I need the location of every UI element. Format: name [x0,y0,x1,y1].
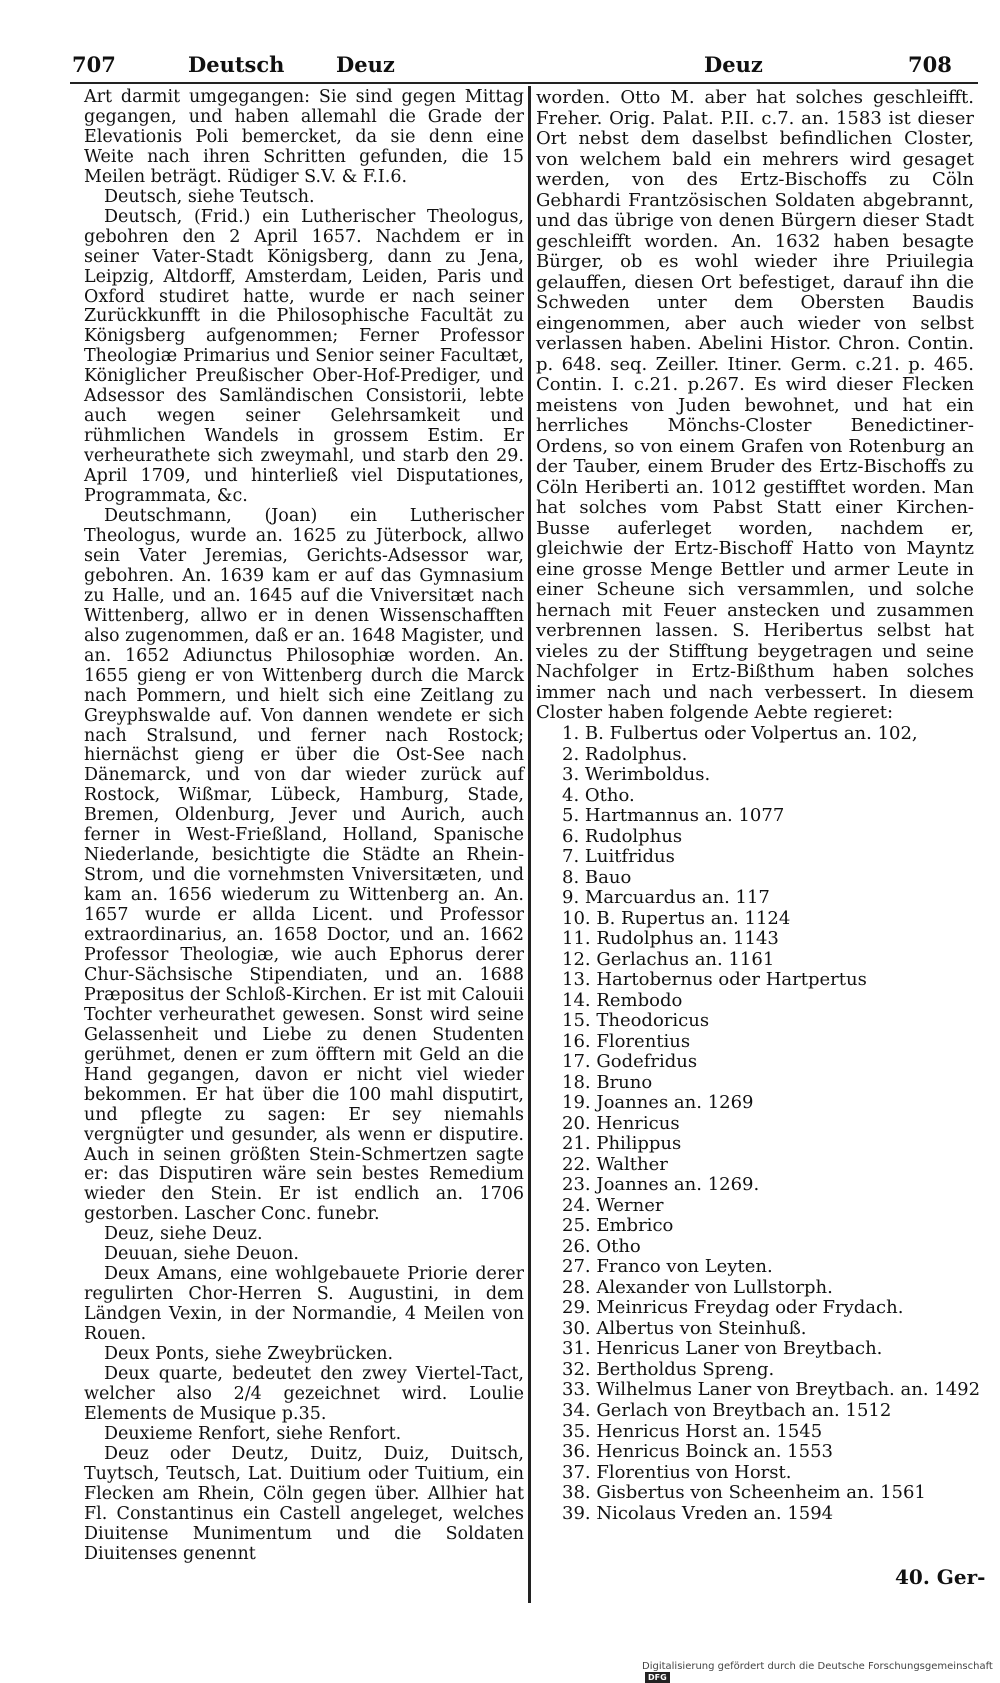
paragraph: Deux quarte, bedeutet den zwey Viertel-Tact, welcher also 2/4 gezeichnet wird. Loulie Elements de Musique p.35. [84,1364,524,1424]
abbot-list-item: 28. Alexander von Lullstorph. [562,1276,833,1298]
abbot-list-item: 17. Godefridus [562,1051,698,1073]
paragraph: Art darmit umgegangen: Sie sind gegen Mittag gegangen, und haben allemahl die Grade der Elevationis Poli bemercket, da sie denn eine Weite nach ihren Schritten gefunden, die 15 Meilen beträgt. Rüdiger S.V. & F.I.6. [84,87,524,187]
abbot-list-item: 8. Bauo [562,866,632,888]
paragraph: worden. Otto M. aber hat solches geschleifft. Freher. Orig. Palat. P.II. c.7. an. 1583 ist dieser Ort nebst dem daselbst befindlichen Closter, von welchem bald ein mehrers wird gesaget werden, von des Ertz-Bischoffs zu Cöln Gebhardi Frantzösischen Soldaten abgebrannt, und das übrige von denen Bürgern dieser Stadt geschleifft worden. An. 1632 haben besagte Bürger, ob es wohl wieder ihre Priuilegia gelauffen, diesen Ort befestiget, darauf ihn die Schweden unter dem Obersten Baudis eingenommen, aber auch wieder von selbst verlassen haben. Abelini Histor. Chron. Contin. p. 648. seq. Zeiller. Itiner. Germ. c.21. p. 465. Contin. I. c.21. p.267. Es wird dieser Flecken meistens von Juden bewohnet, und hat ein herrliches Mönchs-Closter Benedictiner-Ordens, so von einem Grafen von Rotenburg an der Tauber, einem Bruder des Ertz-Bischoffs zu Cöln Heriberti an. 1012 gestifftet worden. Man hat solches vom Pabst Statt einer Kirchen-Busse auferleget worden, nachdem er, gleichwie der Ertz-Bischoff Hatto von Mayntz eine grosse Menge Bettler und armer Leute in einer Scheune sich versammlen, und solche hernach mit Feuer anstecken und zusammen verbrennen lassen. S. Heribertus selbst hat vieles zu der Stifftung beygetragen und seine Nachfolger in Ertz-Bißthum haben solches immer nach und nach verbessert. In diesem Closter haben folgende Aebte regieret: [536,87,974,724]
abbot-list-item: 19. Joannes an. 1269 [562,1092,754,1114]
abbot-list-item: 36. Henricus Boinck an. 1553 [562,1441,833,1463]
abbot-list-item: 4. Otho. [562,784,635,806]
abbot-list-item: 39. Nicolaus Vreden an. 1594 [562,1502,834,1524]
abbot-list-item: 12. Gerlachus an. 1161 [562,948,775,970]
abbot-list-item: 31. Henricus Laner von Breytbach. [562,1338,883,1360]
abbot-list-item: 29. Meinricus Freydag oder Frydach. [562,1297,904,1319]
right-column [536,87,981,1524]
abbot-list-item: 1. B. Fulbertus oder Volpertus an. 102, [562,722,918,744]
paragraph: Deuuan, siehe Deuon. [104,1244,299,1265]
abbot-list-item: 25. Embrico [562,1215,674,1237]
abbot-list-item: 22. Walther [562,1153,668,1175]
abbot-list-item: 14. Rembodo [562,989,683,1011]
footer-credit [642,1661,1000,1683]
abbot-list-item: 5. Hartmannus an. 1077 [562,805,785,827]
abbot-list [536,722,981,1524]
abbot-list-item: 38. Gisbertus von Scheenheim an. 1561 [562,1482,926,1504]
abbot-list-item: 7. Luitfridus [562,846,675,868]
abbot-list-item: 16. Florentius [562,1030,691,1052]
footer-credit-text: Digitalisierung gefördert durch die Deutsche Forschungsgemeinschaft [642,1661,993,1672]
center-running-head-right: Deuz [704,52,763,77]
left-column [84,88,524,1565]
abbot-list-item: 27. Franco von Leyten. [562,1256,773,1278]
paragraph: Deuz, siehe Deuz. [104,1224,263,1245]
abbot-list-item: 33. Wilhelmus Laner von Breytbach. an. 1492 [562,1379,981,1401]
column-divider [528,86,531,1603]
paragraph: Deux Ponts, siehe Zweybrücken. [104,1344,394,1365]
abbot-list-item: 35. Henricus Horst an. 1545 [562,1420,823,1442]
abbot-list-item: 11. Rudolphus an. 1143 [562,928,779,950]
left-running-head: Deutsch [188,52,285,77]
abbot-list-item: 30. Albertus von Steinhuß. [562,1317,807,1339]
abbot-list-item: 21. Philippus [562,1133,682,1155]
abbot-list-item: 37. Florentius von Horst. [562,1461,792,1483]
paragraph: Deutsch, (Frid.) ein Lutherischer Theologus, gebohren den 2 April 1657. Nachdem er in seiner Vater-Stadt Königsberg, dann zu Jena, Leipzig, Altdorff, Amsterdam, Leiden, Paris und Oxford studiret hatte, wurde er nach seiner Zurückkunfft in die Philosophische Facultät zu Königsberg aufgenommen; Ferner Professor Theologiæ Primarius und Senior seiner Facultæt, Königlicher Preußischer Ober-Hof-Prediger, und Adsessor des Samländischen Consistorii, lebte auch wegen seiner Gelehrsamkeit und rühmlichen Wandels in grossem Estim. Er verheurathete sich zweymahl, und starb den 29. April 1709, und hinterließ viel Disputationes, Programmata, &c. [84,206,524,507]
abbot-list-item: 20. Henricus [562,1112,680,1134]
abbot-list-item: 2. Radolphus. [562,743,688,765]
abbot-list-item: 18. Bruno [562,1071,653,1093]
header-rule [70,82,978,84]
abbot-list-item: 13. Hartobernus oder Hartpertus [562,969,867,991]
center-running-head-left: Deuz [336,52,395,77]
abbot-list-item: 15. Theodoricus [562,1010,710,1032]
paragraph: Deuz oder Deutz, Duitz, Duiz, Duitsch, Tuytsch, Teutsch, Lat. Duitium oder Tuitium, ein Flecken am Rhein, Cöln gegen über. Allhier hat Fl. Constantinus ein Castell angeleget, welches Diuitense Munimentum und die Soldaten Diuitenses genennt [84,1443,524,1564]
paragraph: Deutsch, siehe Teutsch. [104,186,315,207]
catchword: 40. Ger- [895,1565,986,1589]
abbot-list-item: 23. Joannes an. 1269. [562,1174,760,1196]
abbot-list-item: 6. Rudolphus [562,825,683,847]
abbot-list-item: 9. Marcuardus an. 117 [562,887,770,909]
abbot-list-item: 24. Werner [562,1194,664,1216]
abbot-list-item: 3. Werimboldus. [562,764,711,786]
paragraph: Deutschmann, (Joan) ein Lutherischer Theologus, wurde an. 1625 zu Jüterbock, allwo sein Vater Jeremias, Gerichts-Adsessor war, gebohren. An. 1639 kam er auf das Gymnasium zu Halle, und an. 1645 auf die Vniversitæt nach Wittenberg, allwo er in denen Wissenschafften also zugenommen, daß er an. 1648 Magister, und an. 1652 Adiunctus Philosophiæ worden. An. 1655 gieng er von Wittenberg durch die Marck nach Pommern, und hielt sich eine Zeitlang zu Greyphswalde auf. Von dannen wendete er sich nach Stralsund, und ferner nach Rostock; hiernächst gieng er über die Ost-See nach Dänemarck, und von dar wieder zurück auf Rostock, Wißmar, Lübeck, Hamburg, Stade, Bremen, Oldenburg, Jever und Aurich, auch ferner in West-Frießland, Holland, Spanische Niederlande, besichtigte die Städte an Rhein-Strom, und die vornehmsten Vniversitæten, und kam an. 1656 wiederum zu Wittenberg an. An. 1657 wurde er allda Licent. und Professor extraordinarius, an. 1658 Doctor, und an. 1662 Professor Theologiæ, wie auch Ephorus derer Chur-Sächsische Stipendiaten, und an. 1688 Præpositus der Schloß-Kirchen. Er ist mit Calouii Tochter verheurathet gewesen. Sonst wird seine Gelassenheit und Liebe zu denen Studenten gerühmet, denen er zum öfftern mit Geld an die Hand gegangen, davon er nicht viel wieder bekommen. Er hat über die 100 mahl disputirt, und pflegte zu sagen: Er sey niemahls vergnügter und gesunder, als wenn er disputire. Auch in seinen größten Stein-Schmertzen sagte er: das Disputiren wäre sein bestes Remedium wieder den Stein. Er ist endlich an. 1706 gestorben. Lascher Conc. funebr. [84,506,524,1225]
paragraph: Deux Amans, eine wohlgebauete Priorie derer regulirten Chor-Herren S. Augustini, in dem Ländgen Vexin, in der Normandie, 4 Meilen von Rouen. [84,1264,524,1345]
dfg-logo: DFG [645,1672,670,1683]
abbot-list-item: 26. Otho [562,1235,641,1257]
left-page-number: 707 [72,52,116,77]
abbot-list-item: 10. B. Rupertus an. 1124 [562,907,791,929]
abbot-list-item: 34. Gerlach von Breytbach an. 1512 [562,1400,892,1421]
paragraph: Deuxieme Renfort, siehe Renfort. [104,1423,402,1444]
abbot-list-item: 32. Bertholdus Spreng. [562,1358,775,1380]
right-page-number: 708 [908,52,952,77]
